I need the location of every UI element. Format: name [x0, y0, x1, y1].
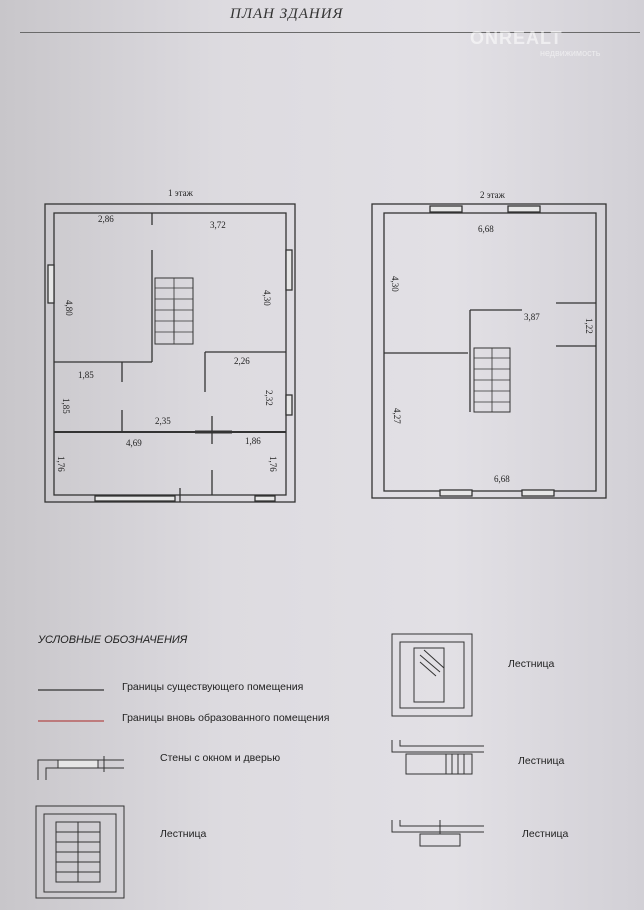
f1-dim: 2,35 [155, 416, 171, 426]
legend-stair: Лестница [518, 755, 565, 767]
f1-dim: 1,85 [61, 398, 71, 414]
f2-dim: 6,68 [494, 474, 510, 484]
floor1-label: 1 этаж [168, 188, 193, 198]
f1-dim: 1,76 [56, 456, 66, 472]
legend-stair: Лестница [160, 828, 207, 840]
stair-symbol-4 [392, 820, 484, 846]
watermark-subtitle: недвижимость [540, 48, 601, 58]
f1-dim: 4,69 [126, 438, 142, 448]
f1-dim: 1,76 [268, 456, 278, 472]
stair-symbol-1 [36, 806, 124, 898]
f2-dim: 6,68 [478, 224, 494, 234]
wall-window-door-symbol [38, 756, 124, 780]
f1-dim: 3,72 [210, 220, 226, 230]
f1-dim: 4,30 [262, 290, 272, 306]
legend-title: УСЛОВНЫЕ ОБОЗНАЧЕНИЯ [38, 634, 188, 646]
stair-symbol-3 [392, 740, 484, 774]
f2-dim: 1,22 [584, 318, 594, 334]
page-title: ПЛАН ЗДАНИЯ [230, 6, 344, 22]
floor1-plan [45, 204, 295, 502]
f2-dim: 4,30 [390, 276, 400, 292]
f1-dim: 1,86 [245, 436, 261, 446]
stair-symbol-2 [392, 634, 472, 716]
f1-dim: 2,86 [98, 214, 114, 224]
legend-stair: Лестница [522, 828, 569, 840]
f1-dim: 2,26 [234, 356, 250, 366]
f2-dim: 3,87 [524, 312, 540, 322]
floor2-label: 2 этаж [480, 190, 505, 200]
f1-dim: 1,85 [78, 370, 94, 380]
legend-new-boundary: Границы вновь образованного помещения [122, 712, 330, 724]
floor2-plan [372, 204, 606, 498]
legend-existing-boundary: Границы существующего помещения [122, 681, 304, 693]
f1-dim: 2,32 [264, 390, 274, 406]
legend-wall-window-door: Стены с окном и дверью [160, 752, 281, 764]
watermark-logo: ONREALT [470, 28, 563, 48]
legend-stair: Лестница [508, 658, 555, 670]
f2-dim: 4,27 [392, 408, 402, 424]
f1-dim: 4,80 [64, 300, 74, 316]
